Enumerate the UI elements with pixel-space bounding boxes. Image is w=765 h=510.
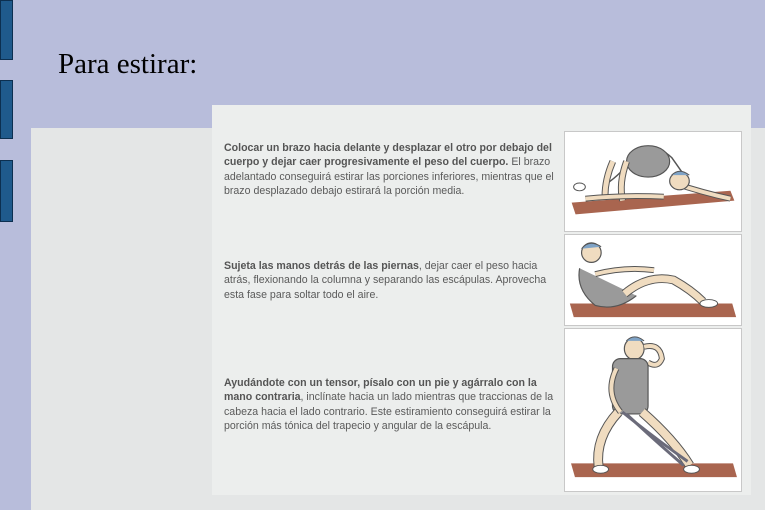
- accent-bar: [0, 0, 13, 60]
- exercise-1-instruction: Colocar un brazo hacia delante y desplazar el otro por debajo del cuerpo y dejar caer progresivamente el peso del cuerpo.: [224, 142, 552, 169]
- exercise-1-description: El brazo adelantado conseguirá estirar las porciones inferiores, mientras que el brazo desplazado debajo estirará la porción media.: [224, 156, 554, 198]
- exercise-2-description: , dejar caer el peso hacia atrás, flexionando la columna y separando las escápulas. Aprovecha esta fase para soltar todo el aire.: [224, 260, 547, 301]
- slide-title: Para estirar:: [58, 48, 198, 80]
- exercise-3-instruction: Ayudándote con un tensor, písalo con un pie y agárralo con la mano contraria: [224, 377, 537, 404]
- exercise-illustration-3: [564, 328, 742, 492]
- exercise-3-description: , inclínate hacia un lado mientras que traccionas de la cabeza hacia el lado contrario. Este estiramiento conseguirá estirar la porción más tónica del trapecio y angular de la escápula.: [224, 391, 554, 433]
- exercise-text-2: [224, 259, 562, 302]
- accent-bar: [0, 80, 13, 139]
- accent-bar: [0, 160, 13, 222]
- exercise-text-3: [224, 376, 562, 434]
- exercise-text-1: [224, 141, 562, 199]
- exercise-illustration-1: [564, 131, 742, 232]
- exercise-illustration-2: [564, 234, 742, 326]
- exercise-2-instruction: Sujeta las manos detrás de las piernas: [224, 260, 419, 272]
